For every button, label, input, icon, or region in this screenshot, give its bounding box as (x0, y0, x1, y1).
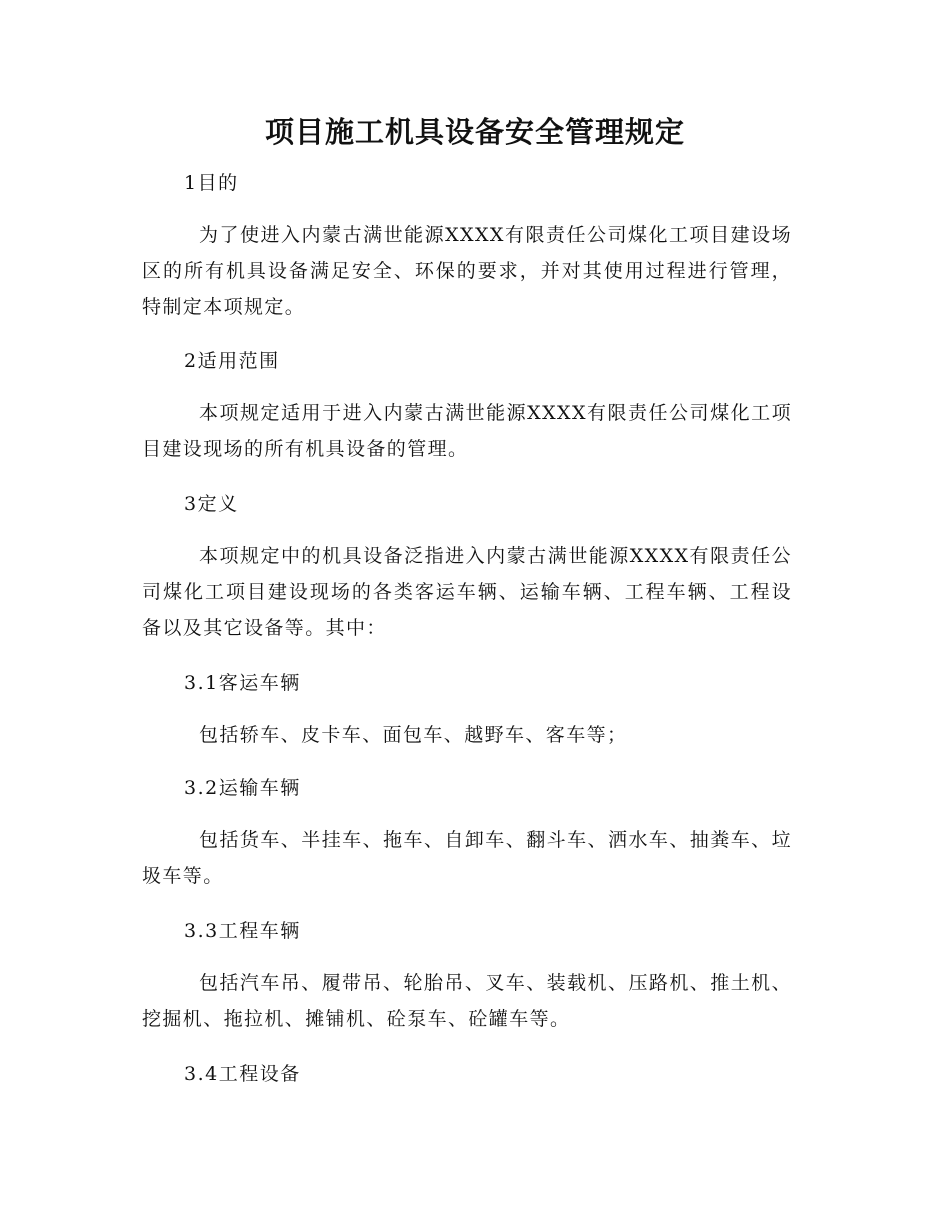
section-heading-engineering-vehicles: 3.3工程车辆 (184, 920, 301, 942)
section-heading-scope: 2适用范围 (184, 350, 280, 372)
section-text-definition: 本项规定中的机具设备泛指进入内蒙古满世能源XXXX有限责任公司煤化工项目建设现场的各类客运车辆、运输车辆、工程车辆、工程设备以及其它设备等。其中： (142, 545, 792, 639)
section-heading-engineering-equipment: 3.4工程设备 (184, 1063, 301, 1085)
document-title: 项目施工机具设备安全管理规定 (264, 115, 685, 149)
section-text-transport-vehicles: 包括货车、半挂车、拖车、自卸车、翻斗车、洒水车、抽粪车、垃圾车等。 (142, 829, 792, 887)
section-heading-definition: 3定义 (184, 493, 239, 515)
section-heading-purpose: 1目的 (184, 172, 239, 194)
section-text-purpose: 为了使进入内蒙古满世能源XXXX有限责任公司煤化工项目建设场区的所有机具设备满足安全、环保的要求，并对其使用过程进行管理，特制定本项规定。 (142, 224, 792, 318)
section-heading-passenger-vehicles: 3.1客运车辆 (184, 672, 301, 694)
section-text-scope: 本项规定适用于进入内蒙古满世能源XXXX有限责任公司煤化工项目建设现场的所有机具设备的管理。 (142, 402, 792, 460)
section-text-engineering-vehicles: 包括汽车吊、履带吊、轮胎吊、叉车、装载机、压路机、推土机、挖掘机、拖拉机、摊铺机、砼泵车、砼罐车等。 (142, 972, 792, 1030)
section-text-passenger-vehicles: 包括轿车、皮卡车、面包车、越野车、客车等； (199, 724, 628, 746)
section-heading-transport-vehicles: 3.2运输车辆 (184, 777, 301, 799)
